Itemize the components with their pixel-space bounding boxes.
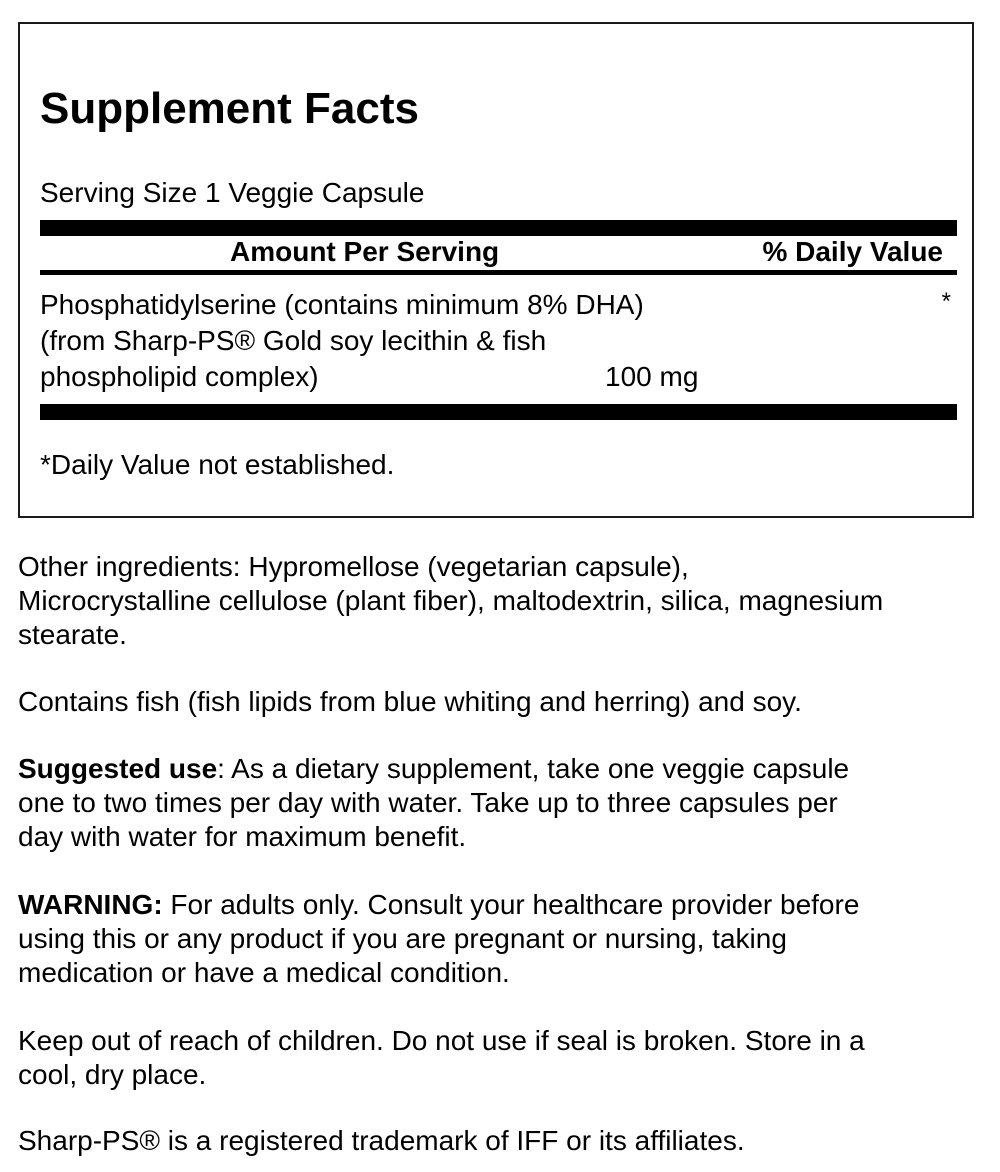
thick-divider — [40, 220, 957, 236]
daily-value-footnote: *Daily Value not established. — [40, 449, 395, 480]
thick-divider — [40, 404, 957, 420]
allergen-text: Contains fish (fish lipids from blue whiting and herring) and soy. — [18, 686, 802, 717]
storage-line: cool, dry place. — [18, 1059, 207, 1090]
panel-title: Supplement Facts — [40, 84, 419, 133]
allergen-statement — [18, 685, 993, 719]
warning-line — [18, 888, 993, 922]
ingredient-name-line: Phosphatidylserine (contains minimum 8% DHA) — [40, 289, 644, 320]
warning-text: For adults only. Consult your healthcare provider before — [162, 889, 860, 920]
warning — [18, 888, 993, 990]
amount-per-serving-header: Amount Per Serving — [230, 236, 500, 267]
other-ingredients — [18, 550, 993, 652]
suggested-use-label: Suggested use — [18, 753, 218, 784]
suggested-use-line: day with water for maximum benefit. — [18, 821, 467, 852]
other-ingredients-line: Microcrystalline cellulose (plant fiber), maltodextrin, silica, magnesium — [18, 585, 884, 616]
trademark-text: Sharp-PS® is a registered trademark of IFF or its affiliates. — [18, 1125, 745, 1156]
ingredient-name-line: (from Sharp-PS® Gold soy lecithin & fish — [40, 325, 547, 356]
warning-label: WARNING: — [18, 889, 163, 920]
trademark-notice — [18, 1124, 993, 1158]
suggested-use — [18, 752, 993, 854]
other-ingredients-line: stearate. — [18, 619, 127, 650]
ingredient-amount: 100 mg — [605, 361, 699, 392]
ingredient-daily-value: * — [941, 288, 951, 315]
serving-size: Serving Size 1 Veggie Capsule — [40, 177, 425, 208]
storage-instructions — [18, 1024, 993, 1092]
warning-line: medication or have a medical condition. — [18, 957, 510, 988]
storage-line: Keep out of reach of children. Do not use if seal is broken. Store in a — [18, 1025, 865, 1056]
daily-value-header: % Daily Value — [762, 236, 943, 267]
thin-divider — [40, 270, 957, 275]
ingredient-name — [40, 287, 644, 395]
suggested-use-text: : As a dietary supplement, take one veggie capsule — [217, 753, 850, 784]
other-ingredients-line: Other ingredients: Hypromellose (vegetarian capsule), — [18, 551, 689, 582]
suggested-use-line: one to two times per day with water. Take up to three capsules per — [18, 787, 838, 818]
suggested-use-line — [18, 752, 993, 786]
ingredient-name-line: phospholipid complex) — [40, 361, 319, 392]
supplement-facts-panel — [18, 22, 974, 518]
warning-line: using this or any product if you are pregnant or nursing, taking — [18, 923, 787, 954]
